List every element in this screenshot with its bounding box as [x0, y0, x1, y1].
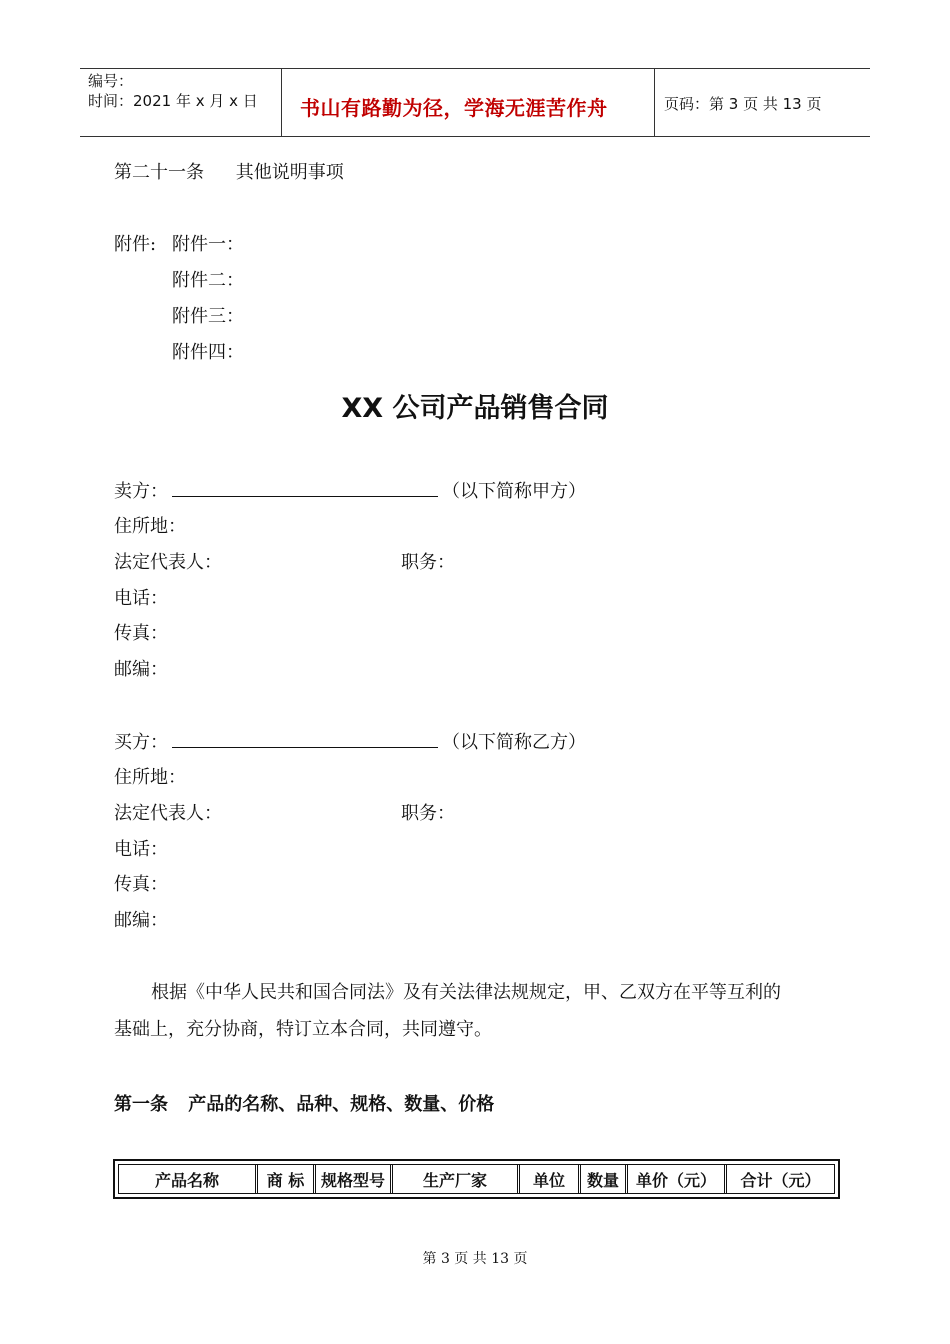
buyer-phone-label: 电话： — [114, 839, 168, 860]
buyer-postcode-label: 邮编： — [114, 910, 168, 931]
seller-fax-label: 传真： — [114, 623, 168, 644]
page-footer: 第 3 页 共 13 页 — [422, 1251, 528, 1267]
seller-suffix: （以下简称甲方） — [442, 481, 586, 502]
table-header-trademark: 商 标 — [266, 1170, 305, 1190]
buyer-address-label: 住所地： — [114, 767, 186, 788]
table-header-unit: 单位 — [532, 1170, 565, 1190]
seller-label: 卖方： — [114, 481, 168, 502]
article21-title: 其他说明事项 — [235, 162, 344, 183]
article1-number: 第一条 — [114, 1094, 168, 1115]
buyer-rep-label: 法定代表人： — [114, 803, 222, 824]
attachment-item: 附件二： — [172, 270, 244, 291]
attachment-item: 附件一： — [172, 234, 244, 255]
preamble-line2: 基础上，充分协商，特订立本合同，共同遵守。 — [114, 1019, 492, 1040]
preamble-line1: 根据《中华人民共和国合同法》及有关法律法规规定，甲、乙双方在平等互利的 — [151, 982, 781, 1003]
buyer-label: 买方： — [114, 732, 168, 753]
article21-heading — [114, 162, 344, 184]
header-page-label: 页码：第 3 页 共 13 页 — [664, 95, 822, 113]
table-header-model: 规格型号 — [320, 1170, 385, 1190]
header-bottom-rule — [80, 136, 870, 137]
contract-title: XX 公司产品销售合同 — [341, 393, 609, 424]
header-top-rule — [80, 68, 870, 69]
seller-name-blank[interactable] — [172, 480, 438, 497]
header-time-label: 时间：2021 年 x 月 x 日 — [88, 92, 258, 110]
seller-position-label: 职务： — [401, 552, 455, 573]
seller-address-label: 住所地： — [114, 516, 186, 537]
table-header-total: 合计（元） — [740, 1170, 821, 1190]
table-header-unit-price: 单价（元） — [635, 1170, 716, 1190]
seller-phone-label: 电话： — [114, 588, 168, 609]
article21-number: 第二十一条 — [114, 162, 204, 183]
table-header-product-name: 产品名称 — [154, 1170, 219, 1190]
attachment-item: 附件四： — [172, 342, 244, 363]
header-motto: 书山有路勤为径，学海无涯苦作舟 — [300, 96, 608, 120]
header-divider-right — [654, 68, 655, 136]
buyer-name-blank[interactable] — [172, 731, 438, 748]
header-serial-label: 编号： — [88, 72, 134, 90]
table-header-manufacturer: 生产厂家 — [422, 1170, 487, 1190]
attachment-item: 附件三： — [172, 306, 244, 327]
article1-title: 产品的名称、品种、规格、数量、价格 — [188, 1094, 495, 1115]
buyer-suffix: （以下简称乙方） — [442, 732, 586, 753]
attachments-label: 附件: — [114, 234, 157, 255]
seller-rep-label: 法定代表人： — [114, 552, 222, 573]
buyer-position-label: 职务： — [401, 803, 455, 824]
article1-heading — [114, 1090, 494, 1116]
seller-postcode-label: 邮编： — [114, 659, 168, 680]
table-header-quantity: 数量 — [586, 1170, 619, 1190]
buyer-fax-label: 传真： — [114, 874, 168, 895]
product-table — [113, 1159, 840, 1199]
seller-line — [114, 480, 586, 503]
buyer-line — [114, 731, 586, 754]
header-divider-left — [281, 68, 282, 136]
product-table-header-row — [118, 1164, 835, 1194]
